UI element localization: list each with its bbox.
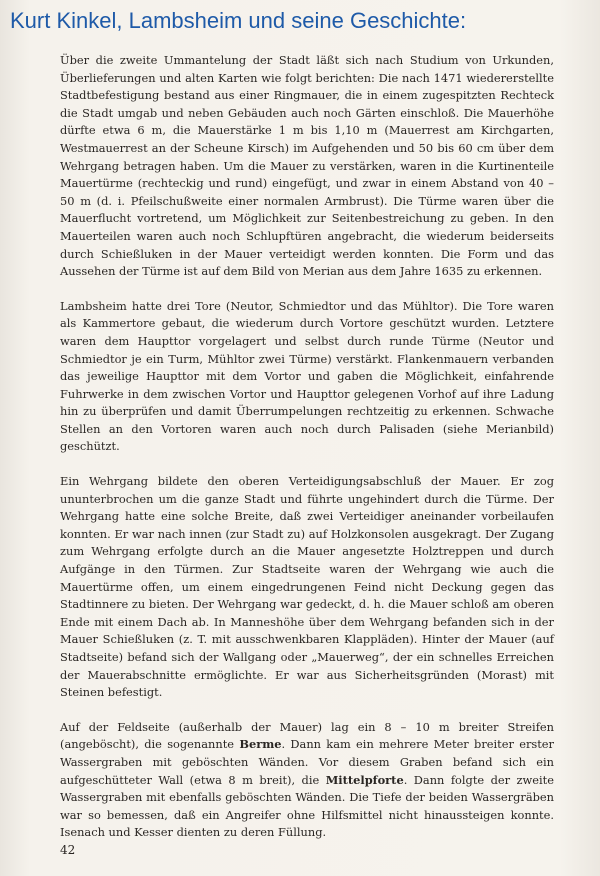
term-berme: Berme bbox=[239, 737, 282, 752]
term-mittelpforte: Mittelpforte bbox=[325, 772, 404, 787]
paragraph-gates: Lambsheim hatte drei Tore (Neutor, Schmiedtor und das Mühltor). Die Tore waren als Kammertore gebaut, die wiederum durch Vortore geschützt wurden. Letztere waren dem Haupttor vorgelagert und selbst durch runde Türme (Neutor und Schmiedtor je ein Turm, Mühltor zwei Türme) verstärkt. Flankenmauern verbanden das jeweilige Haupttor mit dem Vortor und gaben die Möglichkeit, einfahrende Fuhrwerke in dem zwischen Vortor und Haupttor gelegenen Vorhof auf ihre Ladung hin zu überprüfen und damit Überrumpelungen rechtzeitig zu erkennen. Schwache Stellen an den Vortoren waren auch noch durch Palisaden (siehe Merianbild) geschützt. bbox=[60, 298, 554, 454]
paragraph-field-side bbox=[60, 719, 554, 842]
paragraph-text: . Dann folgte der zweite Wassergraben mit ebenfalls geböschten Wänden. Die Tiefe der beiden Wassergräben war so bemessen, daß ein Angreifer ohne Hilfsmittel nicht hinaussteigen konnte. Isenach und Kesser dienten zu deren Füllung. bbox=[60, 772, 554, 840]
paragraph-wehrgang: Ein Wehrgang bildete den oberen Verteidigungsabschluß der Mauer. Er zog ununterbrochen um die ganze Stadt und führte ungehindert durch die Türme. Der Wehrgang hatte eine solche Breite, daß zwei Verteidiger aneinander vorbeilaufen konnten. Er war nach innen (zur Stadt zu) auf Holzkonsolen ausgekragt. Der Zugang zum Wehrgang erfolgte durch an die Mauer angesetzte Holztreppen und durch Aufgänge in den Türmen. Zur Stadtseite waren der Wehrgang wie auch die Mauertürme offen, um einem eingedrungenen Feind nicht Deckung gegen das Stadtinnere zu bieten. Der Wehrgang war gedeckt, d. h. die Mauer schloß am oberen Ende mit einem Dach ab. In Manneshöhe über dem Wehrgang befanden sich in der Mauer Schießluken (z. T. mit ausschwenkbaren Klappläden). Hinter der Mauer (auf Stadtseite) befand sich der Wallgang oder „Mauerweg“, der ein schnelles Erreichen der Mauerabschnitte ermöglichte. Er war aus Sicherheitsgründen (Morast) mit Steinen befestigt. bbox=[60, 474, 554, 700]
page-header-title: Kurt Kinkel, Lambsheim und seine Geschichte: bbox=[10, 8, 467, 33]
paragraph-fortification: Über die zweite Ummantelung der Stadt läßt sich nach Studium von Urkunden, Überlieferungen und alten Karten wie folgt berichten: Die nach 1471 wiedererstellte Stadtbefestigung bestand aus einer Ringmauer, die in einem zugespitzten Rechteck die Stadt umgab und neben Gebäuden auch noch Gärten einschloß. Die Mauerhöhe dürfte etwa 6 m, die Mauerstärke 1 m bis 1,10 m (Mauerrest am Kirchgarten, Westmauerrest an der Scheune Kirsch) im Aufgehenden und 50 bis 60 cm über dem Wehrgang betragen haben. Um die Mauer zu verstärken, waren in die Kurtinenteile Mauertürme (rechteckig und rund) eingefügt, und zwar in einem Abstand von 40 – 50 m (d. i. Pfeilschußweite einer normalen Armbrust). Die Türme waren über die Mauerflucht vortretend, um Möglichkeit zur Seitenbestreichung zu geben. In den Mauerteilen waren auch noch Schlupftüren angebracht, die wiederum beiderseits durch Schießluken in der Mauer verteidigt werden konnten. Die Form und das Aussehen der Türme ist auf dem Bild von Merian aus dem Jahre 1635 zu erkennen. bbox=[60, 53, 554, 279]
page-number: 42 bbox=[60, 843, 76, 857]
paragraph-text: . Dann kam ein mehrere Meter breiter erster Wassergraben mit geböschten Wänden. Vor diesem Graben befand sich ein aufgeschütteter Wall (etwa 8 m breit), die bbox=[60, 737, 554, 787]
paragraph-text: Auf der Feldseite (außerhalb der Mauer) lag ein 8 – 10 m breiter Streifen (angeböscht), die sogenannte bbox=[60, 719, 554, 752]
article-body bbox=[60, 52, 554, 859]
